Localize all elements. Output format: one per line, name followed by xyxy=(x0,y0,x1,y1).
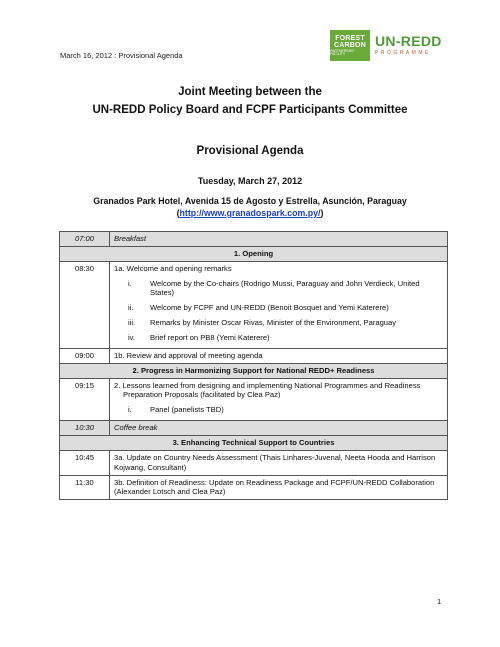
unredd-logo-programme: PROGRAMME xyxy=(375,50,431,56)
unredd-logo xyxy=(375,33,442,56)
agenda-item: 1b. Review and approval of meeting agenda xyxy=(110,348,448,363)
fcpf-logo xyxy=(330,30,370,61)
agenda-item: 2. Lessons learned from designing and implementing National Programmes and Readiness Preparation Proposals (facilitated by Clea Paz) xyxy=(114,380,421,400)
agenda-time: 11:30 xyxy=(60,475,110,500)
sub-item xyxy=(114,318,443,328)
logo-group xyxy=(330,30,450,62)
sub-item-number: iv. xyxy=(128,333,136,343)
agenda-time: 10:45 xyxy=(60,450,110,475)
meeting-venue: Granados Park Hotel, Avenida 15 de Agosto y Estrella, Asunción, Paraguay xyxy=(93,196,407,206)
unredd-logo-name: UN-REDD xyxy=(375,33,442,49)
table-row xyxy=(60,475,448,500)
page-number: 1 xyxy=(437,597,442,606)
section-title: 1. Opening xyxy=(60,246,448,261)
table-row xyxy=(60,421,448,436)
agenda-item: 1a. Welcome and opening remarks xyxy=(114,263,232,273)
agenda-item: 3b. Definition of Readiness: Update on Readiness Package and FCPF/UN-REDD Collaboration (Alexander Lotsch and Clea Paz) xyxy=(110,475,448,500)
title-line1: Joint Meeting between the xyxy=(178,86,322,98)
url-close-paren: ) xyxy=(320,208,324,218)
sub-item xyxy=(114,405,443,415)
agenda-item-cell xyxy=(110,261,448,348)
sub-item-text: Welcome by the Co-chairs (Rodrigo Mussi, Paraguay and John Verdieck, United States) xyxy=(150,278,420,298)
header-date-line: March 16, 2012 : Provisional Agenda xyxy=(60,51,183,60)
sub-item-number: iii. xyxy=(128,318,136,328)
sub-item-text: Panel (panelists TBD) xyxy=(150,405,224,415)
table-row xyxy=(60,348,448,363)
table-row xyxy=(60,450,448,475)
sub-item-text: Brief report on PB8 (Yemi Katerere) xyxy=(150,333,270,343)
section-header xyxy=(60,246,448,261)
table-row xyxy=(60,261,448,348)
section-title: 2. Progress in Harmonizing Support for National REDD+ Readiness xyxy=(60,363,448,378)
venue-url-line xyxy=(0,208,500,218)
fcpf-logo-line1: FOREST xyxy=(335,34,365,42)
section-header xyxy=(60,363,448,378)
section-header xyxy=(60,436,448,451)
sub-item-number: i. xyxy=(128,405,132,415)
venue-website-link[interactable]: http://www.granadospark.com.py/ xyxy=(179,208,321,218)
agenda-time: 10:30 xyxy=(60,421,110,436)
agenda-item: 3a. Update on Country Needs Assessment (Thais Linhares-Juvenal, Neeta Hooda and Harrison Kojwang, Consultant) xyxy=(110,450,448,475)
agenda-item: Coffee break xyxy=(110,421,448,436)
meeting-date: Tuesday, March 27, 2012 xyxy=(197,176,303,186)
agenda-subtitle: Provisional Agenda xyxy=(196,145,304,157)
sub-item xyxy=(114,303,443,313)
sub-item xyxy=(114,333,443,343)
fcpf-logo-line3: PARTNERSHIP FACILITY xyxy=(330,48,355,56)
sub-item-text: Remarks by Minister Oscar Rivas, Minister of the Environment, Paraguay xyxy=(150,318,397,328)
section-title: 3. Enhancing Technical Support to Countries xyxy=(60,436,448,451)
sub-item xyxy=(114,279,443,299)
agenda-table xyxy=(59,231,448,500)
agenda-item-cell xyxy=(110,378,448,421)
table-row xyxy=(60,378,448,421)
agenda-time: 07:00 xyxy=(60,232,110,247)
agenda-time: 09:15 xyxy=(60,378,110,421)
agenda-time: 09:00 xyxy=(60,348,110,363)
sub-item-text: Welcome by FCPF and UN-REDD (Benoit Bosquet and Yemi Katerere) xyxy=(150,303,389,313)
agenda-time: 08:30 xyxy=(60,261,110,348)
fcpf-logo-line2: CARBON xyxy=(334,41,366,49)
agenda-item: Breakfast xyxy=(110,232,448,247)
table-row xyxy=(60,232,448,247)
title-line2: UN-REDD Policy Board and FCPF Participants Committee xyxy=(92,104,408,116)
sub-item-number: i. xyxy=(128,278,132,288)
url-open-paren: ( xyxy=(176,208,180,218)
sub-item-number: ii. xyxy=(128,303,134,313)
